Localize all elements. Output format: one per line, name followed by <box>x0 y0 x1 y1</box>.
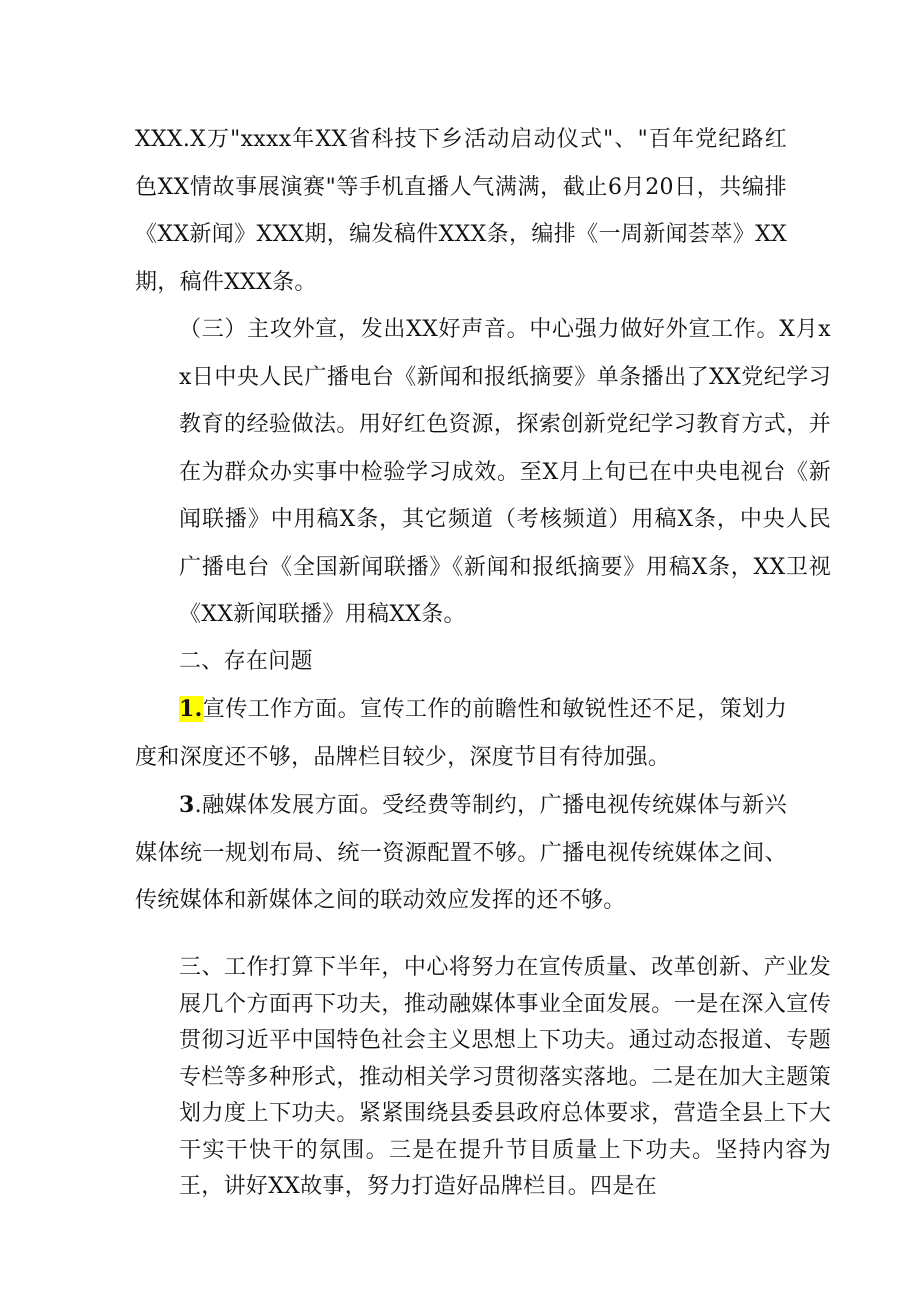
paragraph-external-publicity: （三）主攻外宣，发出XX好声音。中心强力做好外宣工作。X月xx日中央人民广播电台《新闻和报纸摘要》单条播出了XX党纪学习教育的经验做法。用好红色资源，探索创新党纪学习教育方式，并在为群众办实事中检验学习成效。至X月上旬已在中央电视台《新闻联播》中用稿X条，其它频道（考核频道）用稿X条，中央人民广播电台《全国新闻联播》《新闻和报纸摘要》用稿X条，XX卫视《XX新闻联播》用稿XX条。 <box>179 317 831 627</box>
paragraph-livestream-stats: XXX.X万"xxxx年XX省科技下乡活动启动仪式"、"百年党纪路红色XX情故事展演赛"等手机直播人气满满，截止6月20日，共编排《XX新闻》XXX期，编发稿件XXX条，编排《一周新闻荟萃》XX期，稿件XXX条。 <box>135 127 787 295</box>
paragraph-problem-media <box>135 782 787 925</box>
item-number: 3 <box>179 792 195 818</box>
heading-existing-problems: 二、存在问题 <box>179 649 313 674</box>
item-text: 宣传工作方面。宣传工作的前瞻性和敏锐性还不足，策划力度和深度还不够，品牌栏目较少，深度节目有待加强。 <box>135 697 787 770</box>
paragraph-work-plan: 三、工作打算下半年，中心将努力在宣传质量、改革创新、产业发展几个方面再下功夫，推动融媒体事业全面发展。一是在深入宣传贯彻习近平中国特色社会主义思想上下功夫。通过动态报道、专题专栏等多种形式，推动相关学习贯彻落实落地。二是在加大主题策划力度上下功夫。紧紧围绕县委县政府总体要求，营造全县上下大干实干快干的氛围。三是在提升节目质量上下功夫。坚持内容为王，讲好XX故事，努力打造好品牌栏目。四是在 <box>179 955 831 1199</box>
item-number-highlight: 1. <box>179 696 203 722</box>
item-text: .融媒体发展方面。受经费等制约，广播电视传统媒体与新兴媒体统一规划布局、统一资源配置不够。广播电视传统媒体之间、传统媒体和新媒体之间的联动效应发挥的还不够。 <box>135 793 787 913</box>
paragraph-problem-publicity <box>135 686 787 781</box>
